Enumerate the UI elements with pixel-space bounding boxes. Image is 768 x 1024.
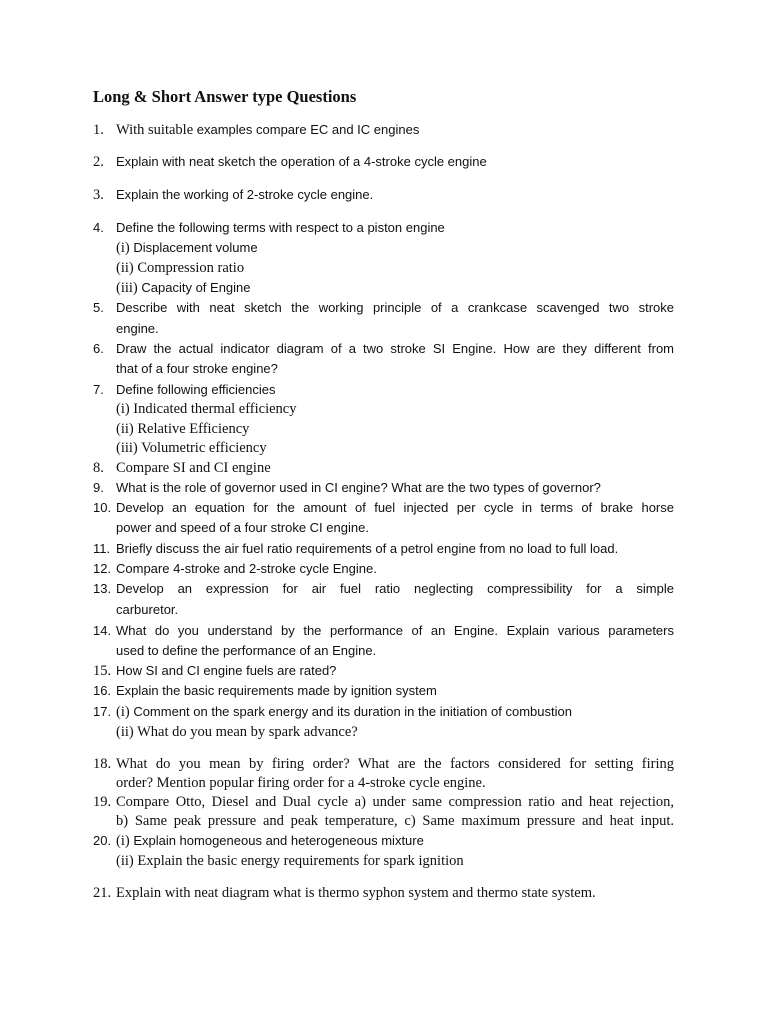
text-segment: b) Same peak pressure and peak temperature, c) Same maximum pressure and heat input.	[116, 813, 674, 829]
question-number: 4.	[93, 220, 104, 235]
text-segment: (i)	[116, 833, 134, 849]
text-segment: Define following efficiencies	[116, 382, 276, 397]
question-text-line	[116, 154, 674, 170]
question-text-line	[116, 341, 674, 357]
text-segment: Explain homogeneous and heterogeneous mixture	[133, 833, 424, 848]
question-text-line	[116, 775, 674, 792]
question-number: 6.	[93, 341, 104, 356]
question-text-line	[116, 756, 674, 773]
text-segment: (i) Indicated thermal efficiency	[116, 401, 297, 417]
text-segment: Explain the basic requirements made by ignition system	[116, 683, 437, 698]
question-text-line	[116, 704, 674, 721]
text-segment: (i)	[116, 240, 134, 256]
question-number: 9.	[93, 480, 104, 495]
question-text-line	[116, 321, 674, 337]
question-text-line	[116, 300, 674, 316]
question-number: 10.	[93, 500, 112, 515]
question-number: 21.	[93, 885, 112, 901]
question-text-line	[116, 460, 674, 477]
question-text-line	[116, 643, 674, 659]
text-segment: Capacity of Engine	[141, 280, 251, 295]
text-segment: (ii) What do you mean by spark advance?	[116, 724, 358, 740]
text-segment: With suitable	[116, 122, 197, 138]
text-segment: Explain with neat sketch the operation of a 4-stroke cycle engine	[116, 154, 487, 169]
question-number: 5.	[93, 300, 104, 315]
text-segment: examples compare EC and IC engines	[196, 122, 420, 137]
question-text-line	[116, 382, 674, 398]
question-text-line	[116, 187, 674, 203]
text-segment: (ii) Relative Efficiency	[116, 421, 250, 437]
text-segment: Draw the actual indicator diagram of a two stroke SI Engine. How are they different from	[116, 341, 674, 356]
question-text-line	[116, 724, 674, 741]
text-segment: Explain with neat diagram what is thermo syphon system and thermo state system.	[116, 885, 596, 901]
text-segment: carburetor.	[116, 602, 179, 617]
text-segment: Define the following terms with respect to a piston engine	[116, 220, 445, 235]
question-text-line	[116, 623, 674, 639]
text-segment: Develop an equation for the amount of fuel injected per cycle in terms of brake horse	[116, 500, 674, 515]
question-number: 13.	[93, 581, 112, 596]
question-text-line	[116, 885, 674, 902]
question-number: 20.	[93, 833, 112, 848]
text-segment: (i)	[116, 704, 134, 720]
text-segment: Develop an expression for air fuel ratio neglecting compressibility for a simple	[116, 581, 674, 596]
text-segment: Compare 4-stroke and 2-stroke cycle Engine.	[116, 561, 377, 576]
text-segment: Explain the working of 2-stroke cycle engine.	[116, 187, 374, 202]
question-number: 14.	[93, 623, 112, 638]
question-number: 19.	[93, 794, 112, 810]
text-segment: What do you understand by the performance of an Engine. Explain various parameters	[116, 623, 674, 638]
question-text-line	[116, 240, 674, 257]
text-segment: (ii) Explain the basic energy requirements for spark ignition	[116, 853, 464, 869]
question-text-line	[116, 220, 674, 236]
question-text-line	[116, 361, 674, 377]
question-text-line	[116, 602, 674, 618]
question-number: 7.	[93, 382, 104, 397]
question-text-line	[116, 794, 674, 811]
text-segment: (iii) Volumetric efficiency	[116, 440, 267, 456]
question-number: 12.	[93, 561, 112, 576]
question-number: 18.	[93, 756, 112, 772]
question-text-line	[116, 260, 674, 277]
question-text-line	[116, 561, 674, 577]
text-segment: What do you mean by firing order? What are the factors considered for setting firing	[116, 756, 674, 772]
question-text-line	[116, 520, 674, 536]
question-number: 8.	[93, 460, 104, 476]
question-text-line	[116, 813, 674, 830]
text-segment: (iii)	[116, 280, 142, 296]
question-number: 16.	[93, 683, 112, 698]
question-number: 1.	[93, 122, 104, 138]
question-text-line	[116, 500, 674, 516]
question-number: 11.	[93, 541, 111, 556]
text-segment: (ii) Compression ratio	[116, 260, 245, 276]
question-text-line	[116, 833, 674, 850]
question-text-line	[116, 401, 674, 418]
question-text-line	[116, 421, 674, 438]
text-segment: Comment on the spark energy and its duration in the initiation of combustion	[133, 704, 572, 719]
question-number: 17.	[93, 704, 112, 719]
text-segment: engine.	[116, 321, 159, 336]
question-number: 2.	[93, 154, 104, 170]
question-number: 3.	[93, 187, 104, 203]
page-title: Long & Short Answer type Questions	[93, 87, 357, 106]
question-text-line	[116, 122, 674, 139]
text-segment: What is the role of governor used in CI engine? What are the two types of governor?	[116, 480, 601, 495]
question-text-line	[116, 663, 674, 679]
text-segment: Compare Otto, Diesel and Dual cycle a) under same compression ratio and heat rejection,	[116, 794, 674, 810]
text-segment: How SI and CI engine fuels are rated?	[116, 663, 337, 678]
question-text-line	[116, 480, 674, 496]
text-segment: Compare SI and CI engine	[116, 460, 271, 476]
text-segment: that of a four stroke engine?	[116, 361, 278, 376]
text-segment: used to define the performance of an Engine.	[116, 643, 377, 658]
question-text-line	[116, 853, 674, 870]
text-segment: Displacement volume	[133, 240, 258, 255]
text-segment: Describe with neat sketch the working principle of a crankcase scavenged two stroke	[116, 300, 674, 315]
question-text-line	[116, 581, 674, 597]
question-text-line	[116, 280, 674, 297]
question-text-line	[116, 683, 674, 699]
text-segment: power and speed of a four stroke CI engine.	[116, 520, 369, 535]
question-text-line	[116, 541, 674, 557]
question-number: 15.	[93, 663, 112, 679]
text-segment: order? Mention popular firing order for a 4-stroke cycle engine.	[116, 775, 486, 791]
question-text-line	[116, 440, 674, 457]
text-segment: Briefly discuss the air fuel ratio requirements of a petrol engine from no load to full load.	[116, 541, 619, 556]
